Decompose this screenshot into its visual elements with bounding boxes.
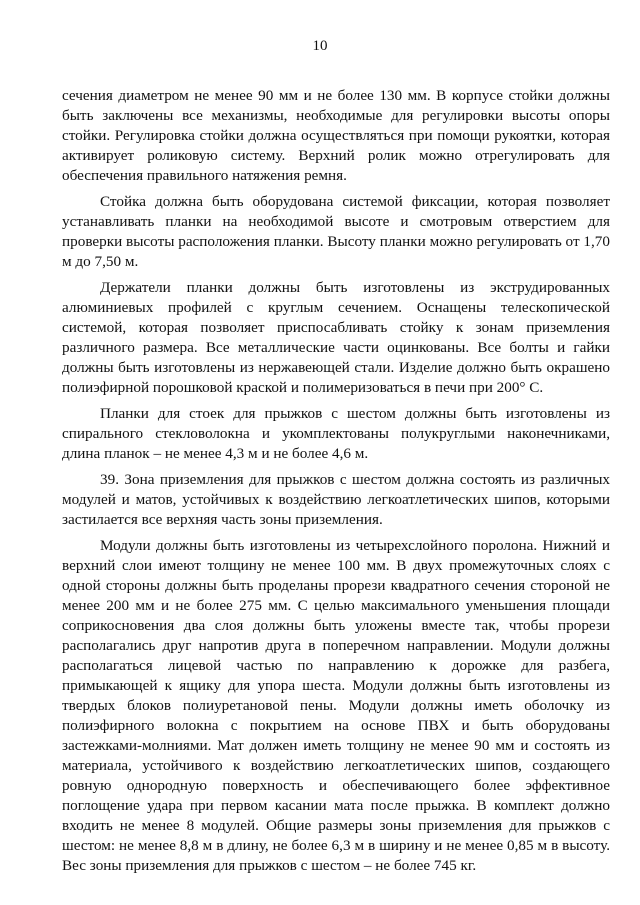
document-body — [62, 86, 610, 876]
paragraph-modules: Модули должны быть изготовлены из четырехслойного поролона. Нижний и верхний слои имеют толщину не менее 100 мм. В двух промежуточных слоях с одной стороны должны быть проделаны прорези квадратного сечения стороной не менее 200 мм и не более 275 мм. С целью максимального уменьшения площади соприкосновения два слоя должны быть уложены вместе так, чтобы прорези располагались друг напротив друга в поперечном направлении. Модули должны располагаться лицевой частью по направлению к дорожке для разбега, примыкающей к ящику для упора шеста. Модули должны быть изготовлены из твердых блоков полиуретановой пены. Модули должны иметь оболочку из полиэфирного волокна с покрытием на основе ПВХ и быть оборудованы застежками-молниями. Мат должен иметь толщину не менее 90 мм и состоять из материала, устойчивого к воздействию легкоатлетических шипов, создающего ровную однородную поверхность и обеспечивающего более эффективное поглощение удара при первом касании мата после прыжка. В комплект должно входить не менее 8 модулей. Общие размеры зоны приземления для прыжков с шестом: не менее 8,8 м в длину, не более 6,3 м в ширину и не менее 0,85 м в высоту. Вес зоны приземления для прыжков с шестом – не более 745 кг. — [62, 537, 610, 874]
paragraph-crossbars: Планки для стоек для прыжков с шестом должны быть изготовлены из спирального стекловолокна и укомплектованы полукруглыми наконечниками, длина планок – не менее 4,3 м и не более 4,6 м. — [62, 405, 610, 462]
paragraph-fixation-system: Стойка должна быть оборудована системой фиксации, которая позволяет устанавливать планки на необходимой высоте и смотровым отверстием для проверки высоты расположения планки. Высоту планки можно регулировать от 1,70 м до 7,50 м. — [62, 193, 610, 270]
page-number: 10 — [312, 38, 328, 54]
paragraph-bar-holders: Держатели планки должны быть изготовлены из экструдированных алюминиевых профилей с круглым сечением. Оснащены телескопической системой, которая позволяет приспосабливать стойку к зонам приземления различного размера. Все металлические части оцинкованы. Все болты и гайки должны быть изготовлены из нержавеющей стали. Изделие должно быть окрашено полиэфирной порошковой краской и полимеризоваться в печи при 200° С. — [62, 279, 610, 396]
paragraph-continuation: сечения диаметром не менее 90 мм и не более 130 мм. В корпусе стойки должны быть заключены все механизмы, необходимые для регулировки высоты опоры стойки. Регулировка стойки должна осуществляться при помощи рукоятки, которая активирует роликовую систему. Верхний ролик можно отрегулировать для обеспечения правильного натяжения ремня. — [62, 87, 610, 184]
paragraph-item-39-landing-zone: 39. Зона приземления для прыжков с шестом должна состоять из различных модулей и матов, устойчивых к воздействию легкоатлетических шипов, которыми застилается все верхняя часть зоны приземления. — [62, 471, 610, 528]
